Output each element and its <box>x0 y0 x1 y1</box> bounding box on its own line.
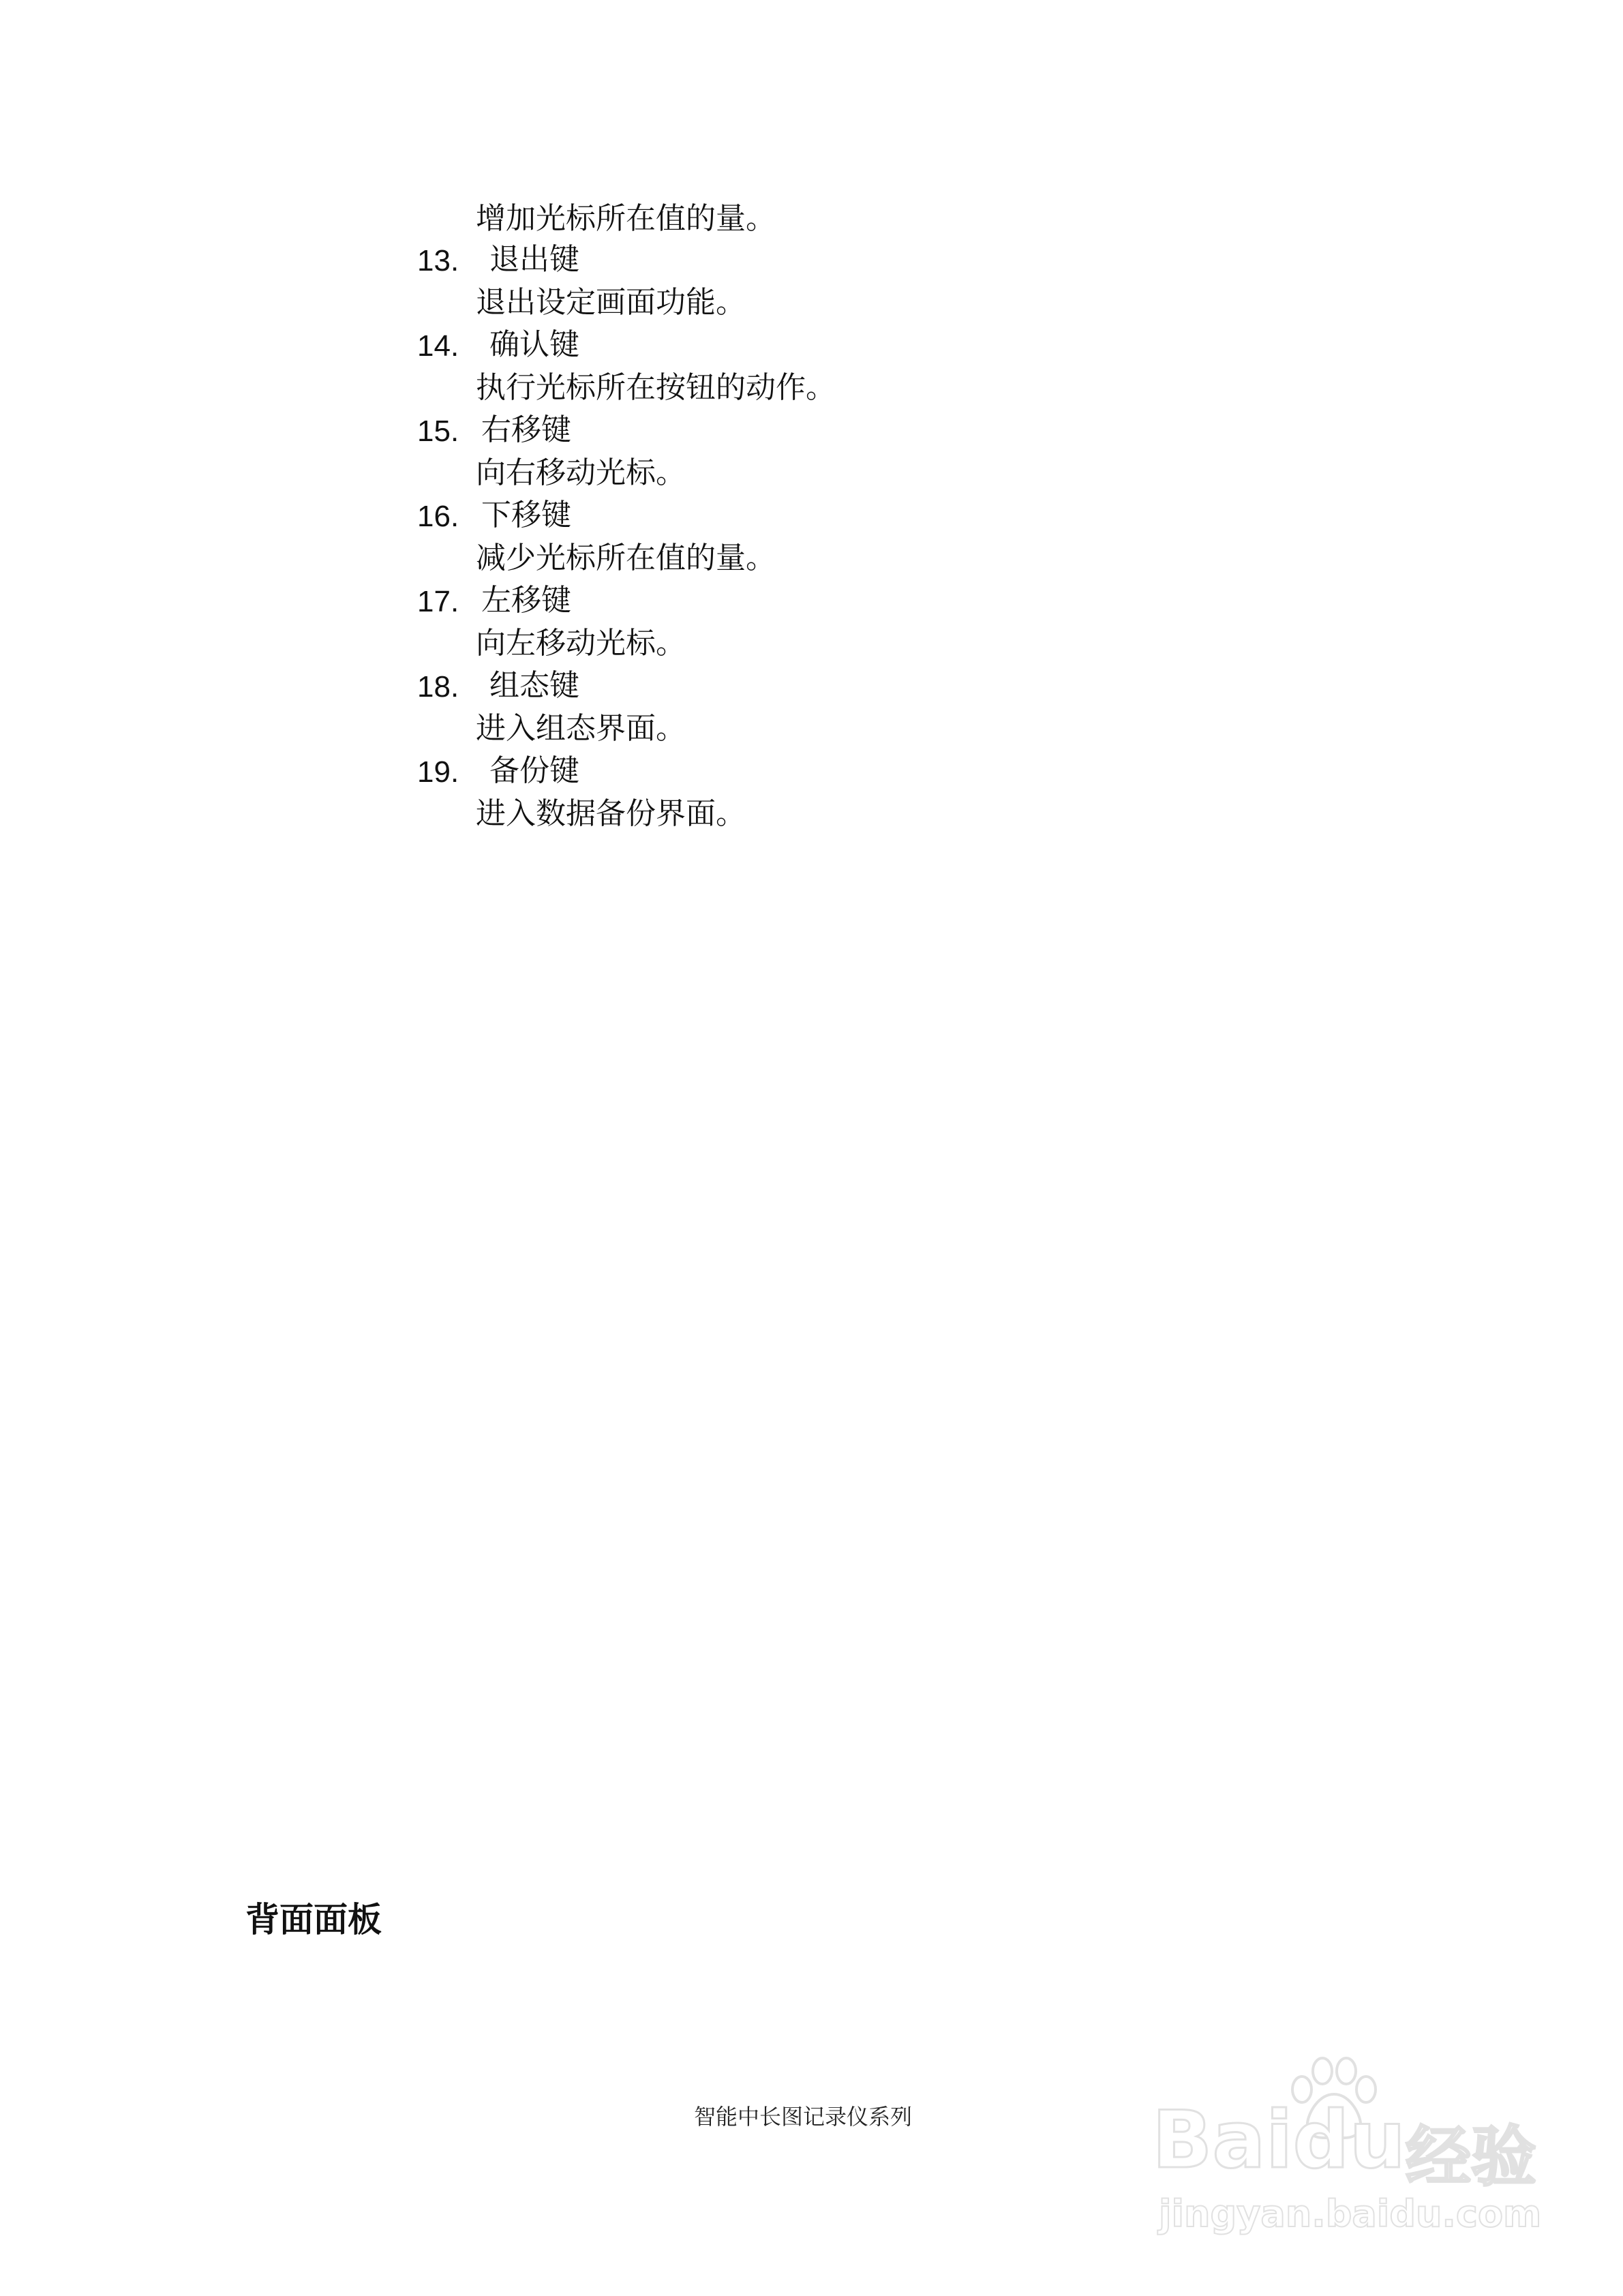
watermark-sub: 经验 <box>1406 2119 1536 2195</box>
baidu-watermark <box>1152 2052 1561 2250</box>
item-17-title: 左移键 <box>481 583 571 618</box>
section-title-back-panel: 背面面板 <box>245 1900 382 1939</box>
watermark-url: jingyan.baidu.com <box>1159 2192 1542 2235</box>
item-14-number: 14. <box>417 329 459 363</box>
item-16-number: 16. <box>417 500 459 533</box>
item-14-description: 执行光标所在按钮的动作。 <box>476 370 836 405</box>
item-16-description: 减少光标所在值的量。 <box>476 541 776 575</box>
item-19-title: 备份键 <box>489 753 579 788</box>
item-13-description: 退出设定画面功能。 <box>476 285 746 320</box>
item-13-number: 13. <box>417 244 459 277</box>
item-13-title: 退出键 <box>489 242 579 277</box>
item-15-number: 15. <box>417 414 459 448</box>
item-18-title: 组态键 <box>489 668 579 703</box>
item-16-title: 下移键 <box>481 498 571 532</box>
intro-description: 增加光标所在值的量。 <box>476 201 776 236</box>
item-15-description: 向右移动光标。 <box>476 455 686 490</box>
item-18-number: 18. <box>417 670 459 704</box>
item-15-title: 右移键 <box>481 412 571 447</box>
watermark-brand: Baidu <box>1152 2094 1406 2186</box>
item-17-number: 17. <box>417 585 459 618</box>
item-19-number: 19. <box>417 755 459 789</box>
item-17-description: 向左移动光标。 <box>476 626 686 661</box>
page-footer: 智能中长图记录仪系列 <box>694 2104 913 2130</box>
item-18-description: 进入组态界面。 <box>476 711 686 746</box>
item-19-description: 进入数据备份界面。 <box>476 796 746 831</box>
item-14-title: 确认键 <box>489 327 579 362</box>
